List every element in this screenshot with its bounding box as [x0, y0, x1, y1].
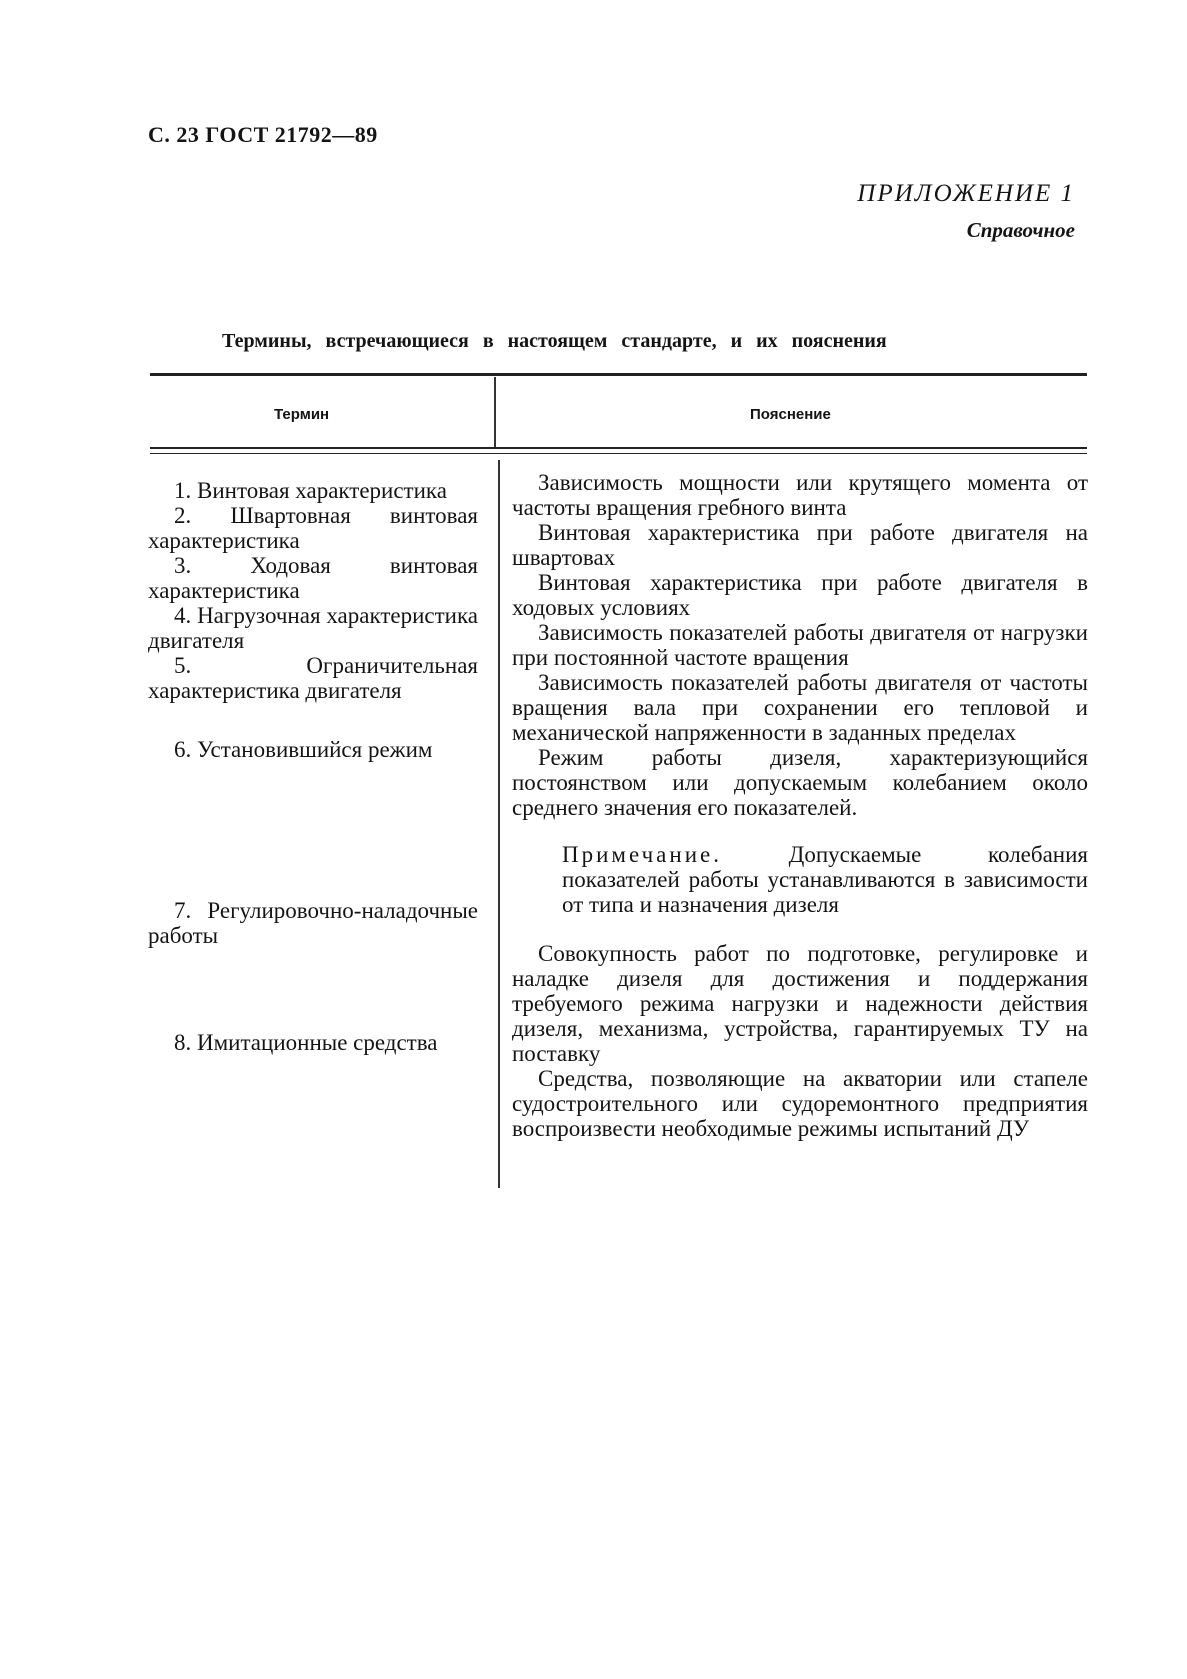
term-5: 5. Ограничительная характеристика двигателя: [148, 653, 478, 703]
term-1: 1. Винтовая характеристика: [174, 478, 447, 503]
explanation-2: Винтовая характеристика при работе двигателя на швартовах: [512, 520, 1088, 570]
header-bottom-rule-thin: [150, 453, 1087, 454]
appendix-block: [857, 180, 1075, 243]
note-6: [512, 842, 1088, 917]
terms-column: [148, 478, 478, 1055]
column-header-explanation: Пояснение: [750, 406, 831, 423]
header-bottom-rule: [150, 447, 1087, 449]
explanation-7: Совокупность работ по подготовке, регулировке и наладке дизеля для достижения и поддержания требуемого режима нагрузки и надежности действия дизеля, механизма, устройства, гарантируемых ТУ на поставку: [512, 941, 1088, 1066]
header-column-divider: [494, 377, 496, 447]
column-header-term: Термин: [274, 406, 330, 423]
appendix-title: ПРИЛОЖЕНИЕ 1: [857, 180, 1075, 207]
explanation-1: Зависимость мощности или крутящего момента от частоты вращения гребного винта: [512, 470, 1088, 520]
note-text: Допускаемые колебания показателей работы устанавливаются в зависимости от типа и назначения дизеля: [562, 842, 1088, 917]
note-label: Примечание.: [562, 842, 722, 867]
term-7: 7. Регулировочно-наладочные работы: [148, 898, 478, 948]
explanation-8: Средства, позволяющие на акватории или стапеле судостроительного или судоремонтного предприятия воспроизвести необходимые режимы испытаний ДУ: [512, 1066, 1088, 1141]
table-top-rule: [150, 373, 1087, 376]
term-4: 4. Нагрузочная характеристика двигателя: [148, 603, 478, 653]
explanation-4: Зависимость показателей работы двигателя от нагрузки при постоянной частоте вращения: [512, 620, 1088, 670]
page-header: С. 23 ГОСТ 21792—89: [148, 122, 378, 147]
term-3: 3. Ходовая винтовая характеристика: [148, 553, 478, 603]
table-caption: Термины, встречающиеся в настоящем стандарте, и их пояснения: [222, 330, 887, 352]
term-6: 6. Установившийся режим: [174, 737, 433, 762]
explanation-5: Зависимость показателей работы двигателя от частоты вращения вала при сохранении его тепловой и механической напряженности в заданных пределах: [512, 670, 1088, 745]
body-column-divider: [498, 460, 500, 1188]
term-8: 8. Имитационные средства: [174, 1030, 438, 1055]
explanations-column: [512, 470, 1088, 1141]
explanation-6: Режим работы дизеля, характеризующийся постоянством или допускаемым колебанием около среднего значения его показателей.: [512, 745, 1088, 820]
term-2: 2. Швартовная винтовая характеристика: [148, 503, 478, 553]
appendix-subtitle: Справочное: [966, 218, 1075, 242]
explanation-3: Винтовая характеристика при работе двигателя в ходовых условиях: [512, 570, 1088, 620]
